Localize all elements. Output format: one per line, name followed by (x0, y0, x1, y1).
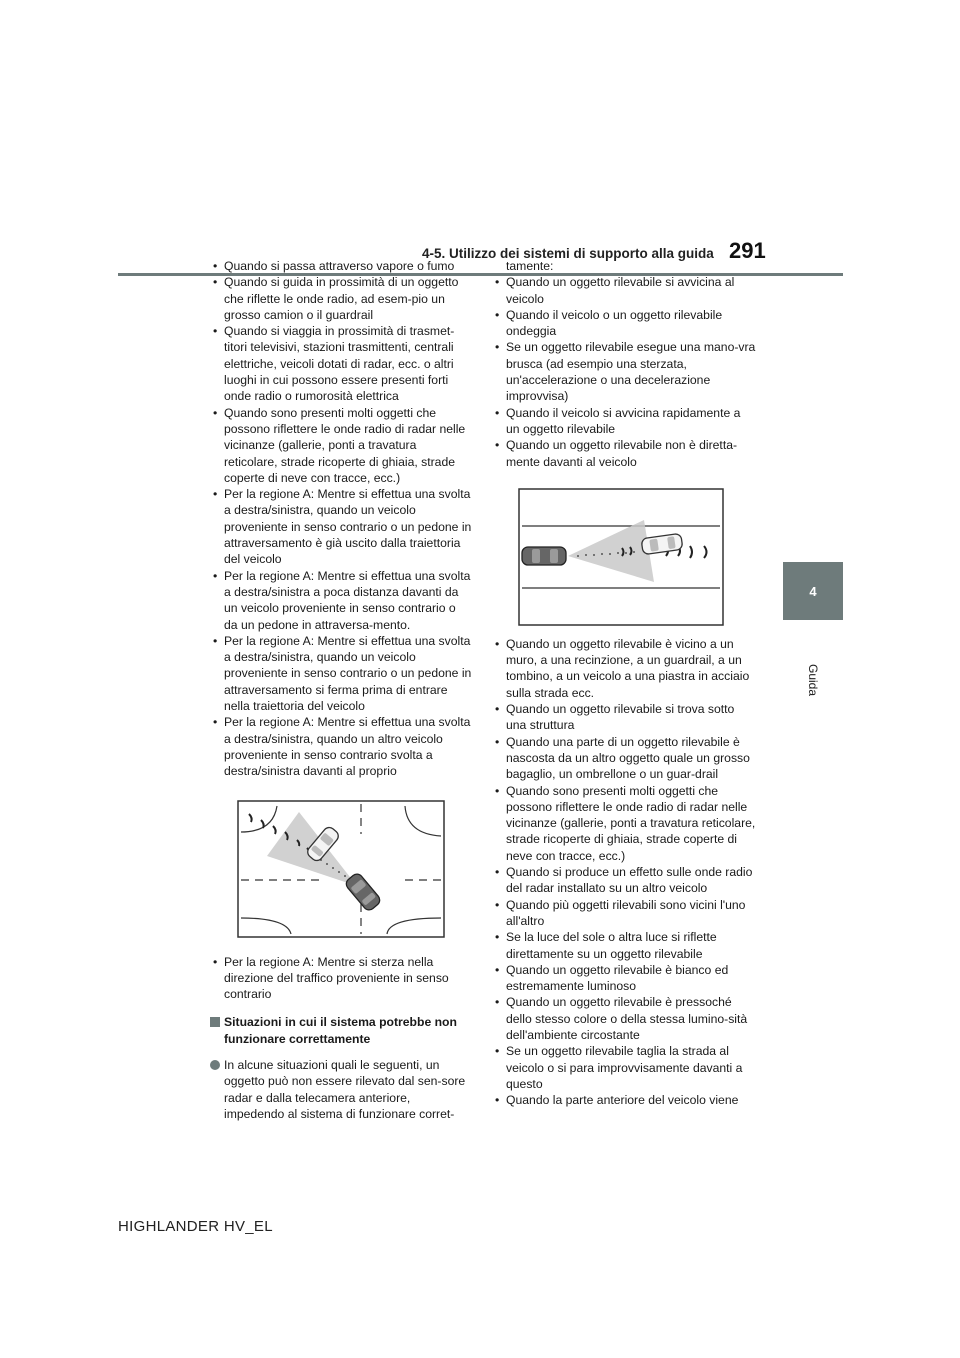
right-column (492, 258, 756, 1108)
right-bullet-list-top (492, 274, 756, 470)
chapter-tab (783, 562, 843, 620)
list-item: • Quando un oggetto rilevabile è bianco ed estremamente luminoso (492, 962, 756, 995)
left-column (210, 258, 472, 1122)
list-item: • Per la regione A: Mentre si effettua una svolta a destra/sinistra, quando un altro veicolo proveniente in senso contrario svolta a destra/sinistra davanti al proprio (210, 714, 472, 779)
section-body-text: In alcune situazioni quali le seguenti, un oggetto può non essere rilevato dal sen-sore radar e dalla telecamera anteriore, impedendo al sistema di funzionare corret- (224, 1057, 466, 1121)
list-item: • Per la regione A: Mentre si effettua una svolta a destra/sinistra, quando un veicolo proveniente in senso contrario o un pedone in attraversamento si ferma prima di entrare nella traiettoria del veicolo (210, 633, 472, 714)
intersection-turn-illustration (237, 800, 445, 938)
list-item: • Per la regione A: Mentre si effettua una svolta a destra/sinistra, quando un veicolo proveniente in senso contrario o un pedone in attraversamento è già uscito dalla traiettoria del veicolo (210, 486, 472, 567)
list-item: • Quando una parte di un oggetto rilevabile è nascosta da un altro oggetto quale un grosso bagaglio, un ombrellone o un guar-drail (492, 734, 756, 783)
list-item: • Se un oggetto rilevabile esegue una mano-vra brusca (ad esempio una sterzata, un'accelerazione o una decelerazione improvvisa) (492, 339, 756, 404)
list-item: • Per la regione A: Mentre si sterza nella direzione del traffico proveniente in senso contrario (210, 954, 472, 1003)
circle-bullet-icon (210, 1060, 220, 1070)
section-title: 4-5. Utilizzo dei sistemi di supporto alla guida (422, 246, 714, 261)
section-body (210, 1057, 472, 1122)
section-heading-text: Situazioni in cui il sistema potrebbe non funzionare correttamente (224, 1015, 457, 1046)
list-item: • Quando si guida in prossimità di un oggetto che riflette le onde radio, ad esem-pio un grosso camion o il guardrail (210, 274, 472, 323)
chapter-number: 4 (809, 583, 817, 599)
list-item: • Quando un oggetto rilevabile si trova sotto una struttura (492, 701, 756, 734)
list-item: • Quando il veicolo si avvicina rapidamente a un oggetto rilevabile (492, 405, 756, 438)
chapter-label: Guida (806, 663, 820, 697)
list-item: • Quando più oggetti rilevabili sono vicini l'uno all'altro (492, 897, 756, 930)
list-item: • Quando un oggetto rilevabile non è diretta-mente davanti al veicolo (492, 437, 756, 470)
page-number: 291 (729, 238, 766, 263)
square-bullet-icon (210, 1017, 220, 1027)
list-item: • Quando un oggetto rilevabile si avvicina al veicolo (492, 274, 756, 307)
lane-approach-illustration (518, 488, 724, 626)
left-bullet-list-after-figure (210, 954, 472, 1003)
right-bullet-list-after-figure (492, 636, 756, 1109)
section-heading (210, 1014, 472, 1047)
list-item: • Quando sono presenti molti oggetti che possono riflettere le onde radio di radar nelle vicinanze (gallerie, ponti a travatura reticolare, strade ricoperte di ghiaia, strade coperte di neve con tracce, ecc.) (492, 783, 756, 864)
list-item: • Per la regione A: Mentre si effettua una svolta a destra/sinistra a poca distanza davanti da un veicolo proveniente in senso contrario o da un pedone in attraversa-mento. (210, 568, 472, 633)
list-item: • Quando il veicolo o un oggetto rilevabile ondeggia (492, 307, 756, 340)
list-item: • Quando si produce un effetto sulle onde radio del radar installato su un altro veicolo (492, 864, 756, 897)
left-bullet-list-top (210, 258, 472, 780)
continuation-text: tamente: (506, 259, 554, 273)
list-item: • Quando la parte anteriore del veicolo viene (492, 1092, 756, 1108)
list-item: • Quando si viaggia in prossimità di trasmet-titori televisivi, stazioni trasmittenti, centrali elettriche, veicoli dotati di radar, ecc. o altri luoghi in cui possono essere presenti forti onde radio o rumorosità elettrica (210, 323, 472, 404)
list-item: • Quando un oggetto rilevabile è vicino a un muro, a una recinzione, a un guardrail, a un tombino, a un veicolo a una piastra in acciaio sulla strada ecc. (492, 636, 756, 701)
footer-model-code: HIGHLANDER HV_EL (118, 1218, 273, 1235)
list-item: • Quando si passa attraverso vapore o fumo (210, 258, 472, 274)
list-item: • Se la luce del sole o altra luce si riflette direttamente su un oggetto rilevabile (492, 929, 756, 962)
list-item: • Se un oggetto rilevabile taglia la strada al veicolo o si para improvvisamente davanti a questo (492, 1043, 756, 1092)
list-item: • Quando sono presenti molti oggetti che possono riflettere le onde radio di radar nelle vicinanze (gallerie, ponti a travatura reticolare, strade ricoperte di ghiaia, strade coperte di neve con tracce, ecc.) (210, 405, 472, 486)
list-item: • Quando un oggetto rilevabile è pressoché dello stesso colore o della stessa lumino-sità dell'ambiente circostante (492, 994, 756, 1043)
